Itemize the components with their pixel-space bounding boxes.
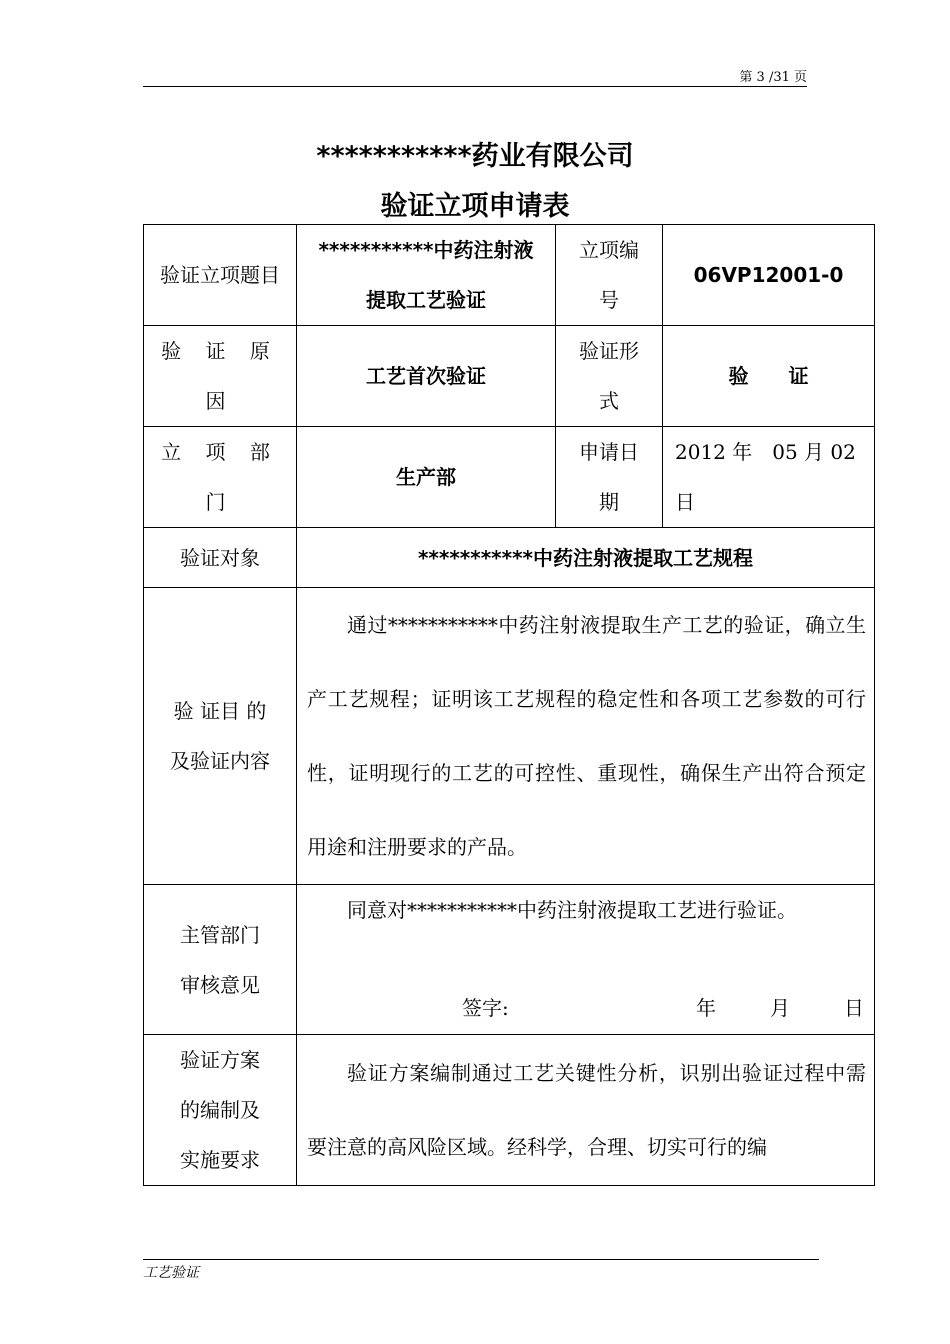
validation-form-label [556, 326, 663, 427]
plan-label-line1: 验证方案 [180, 1048, 260, 1072]
project-title-label: 验证立项题目 [144, 225, 297, 326]
validation-form-label-line2: 式 [599, 389, 619, 413]
purpose-label-line2: 及验证内容 [170, 749, 270, 773]
review-label-line2: 审核意见 [180, 972, 260, 997]
department-value: 生产部 [297, 427, 556, 528]
purpose-label [144, 588, 297, 885]
purpose-label-line1: 验 证目 的 [173, 699, 267, 723]
apply-date-line2: 日 [675, 490, 695, 514]
validation-reason-value: 工艺首次验证 [297, 326, 556, 427]
validation-object-value: ***********中药注射液提取工艺规程 [297, 528, 875, 588]
month-label: 月 [770, 996, 790, 1020]
table-row [144, 326, 875, 427]
validation-reason-label: 验 证 原 因 [144, 326, 297, 427]
validation-object-label: 验证对象 [144, 528, 297, 588]
page-number: 第 3 /31 页 [739, 70, 807, 85]
footer-rule [143, 1259, 819, 1260]
review-label [144, 885, 297, 1035]
year-label: 年 [696, 996, 716, 1020]
project-number-label-line1: 立项编 [579, 238, 639, 262]
apply-date-value [663, 427, 875, 528]
plan-label-line2: 的编制及 [180, 1098, 260, 1122]
project-title-line1: ***********中药注射液 [318, 238, 534, 262]
form-title: 验证立项申请表 [380, 191, 570, 222]
validation-form-value: 验 证 [663, 326, 875, 427]
apply-date-label-line2: 期 [599, 490, 619, 514]
project-number-value: 06VP12001-0 [663, 225, 875, 326]
apply-date-label-line1: 申请日 [579, 440, 639, 464]
plan-label [144, 1035, 297, 1186]
table-row [144, 225, 875, 326]
table-row [144, 427, 875, 528]
project-number-label [556, 225, 663, 326]
signature-line [297, 975, 874, 1033]
purpose-content [297, 588, 875, 885]
company-title: ***********药业有限公司 [316, 141, 634, 172]
plan-text: 验证方案编制通过工艺关键性分析，识别出验证过程中需要注意的高风险区域。经科学，合理、切实可行的编 [307, 1061, 866, 1159]
review-label-line1: 主管部门 [180, 922, 260, 947]
apply-date-label [556, 427, 663, 528]
table-row [144, 885, 875, 1035]
table-row [144, 1035, 875, 1186]
table-row [144, 528, 875, 588]
footer-text: 工艺验证 [143, 1265, 199, 1281]
header-rule [143, 86, 807, 87]
project-number-label-line2: 号 [599, 288, 619, 312]
plan-content [297, 1035, 875, 1186]
application-form-table [143, 224, 875, 1186]
table-row [144, 588, 875, 885]
project-title-line2: 提取工艺验证 [366, 288, 486, 312]
day-label: 日 [844, 996, 864, 1020]
department-label: 立 项 部 门 [144, 427, 297, 528]
review-text: 同意对***********中药注射液提取工艺进行验证。 [347, 898, 797, 922]
purpose-text: 通过***********中药注射液提取生产工艺的验证，确立生产工艺规程；证明该工艺规程的稳定性和各项工艺参数的可行性，证明现行的工艺的可控性、重现性，确保生产出符合预定用途和注册要求的产品。 [307, 613, 866, 859]
review-content [297, 885, 875, 1035]
apply-date-line1: 2012 年 05 月 02 [675, 440, 856, 464]
plan-label-line3: 实施要求 [180, 1148, 260, 1172]
project-title-value [297, 225, 556, 326]
signature-label: 签字: [462, 996, 509, 1020]
validation-form-label-line1: 验证形 [579, 339, 639, 363]
